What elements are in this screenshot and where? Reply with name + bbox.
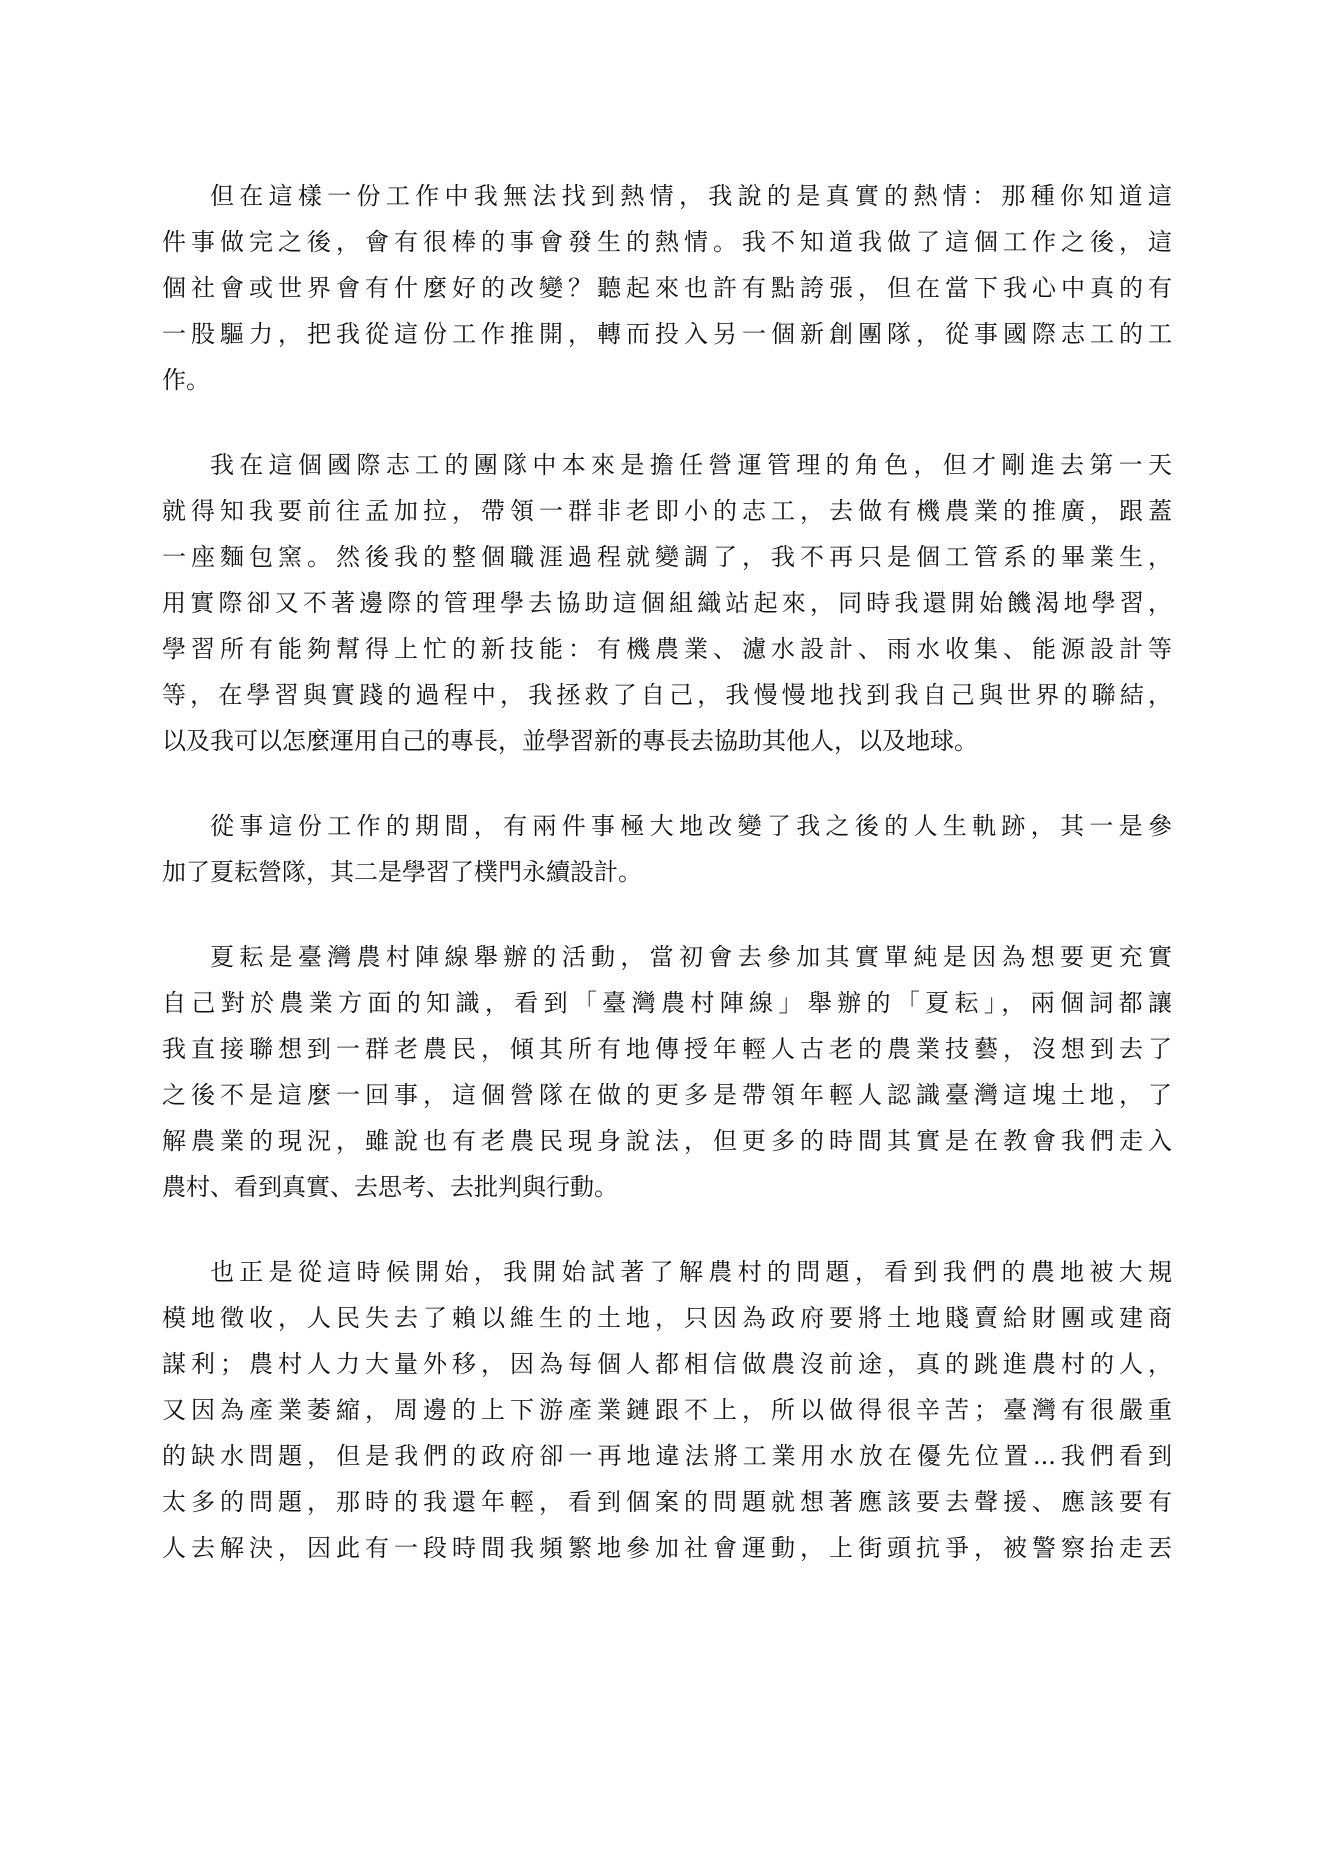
text-line: 又因為產業萎縮，周邊的上下游產業鏈跟不上，所以做得很辛苦；臺灣有很嚴重 [162,1396,1172,1424]
text-line: 人去解決，因此有一段時間我頻繁地參加社會運動，上街頭抗爭，被警察抬走丟 [162,1534,1172,1562]
text-line: 等，在學習與實踐的過程中，我拯救了自己，我慢慢地找到我自己與世界的聯結， [162,681,1172,709]
text-line: 夏耘是臺灣農村陣線舉辦的活動，當初會去參加其實單純是因為想要更充實 [210,943,1172,971]
paragraph-3 [162,803,1172,895]
text-line: 個社會或世界會有什麼好的改變？聽起來也許有點誇張，但在當下我心中真的有 [162,274,1172,302]
text-line: 加了夏耘營隊，其二是學習了樸門永續設計。 [162,858,642,886]
text-line: 用實際卻又不著邊際的管理學去協助這個組織站起來，同時我還開始饑渴地學習， [162,589,1172,617]
text-line: 自己對於農業方面的知識，看到「臺灣農村陣線」舉辦的「夏耘」，兩個詞都讓 [162,989,1172,1017]
body-text [162,173,1172,1610]
text-line: 作。 [162,366,210,394]
text-line: 模地徵收，人民失去了賴以維生的土地，只因為政府要將土地賤賣給財團或建商 [162,1304,1172,1332]
paragraph-2 [162,442,1172,764]
text-line: 一股驅力，把我從這份工作推開，轉而投入另一個新創團隊，從事國際志工的工 [162,320,1172,348]
text-line: 以及我可以怎麼運用自己的專長，並學習新的專長去協助其他人，以及地球。 [162,727,978,755]
text-line: 謀利；農村人力大量外移，因為每個人都相信做農沒前途，真的跳進農村的人， [162,1350,1172,1378]
text-line: 我在這個國際志工的團隊中本來是擔任營運管理的角色，但才剛進去第一天 [210,451,1172,479]
text-line: 學習所有能夠幫得上忙的新技能：有機農業、濾水設計、雨水收集、能源設計等 [162,635,1172,663]
text-line: 從事這份工作的期間，有兩件事極大地改變了我之後的人生軌跡，其一是參 [210,812,1172,840]
text-line: 農村、看到真實、去思考、去批判與行動。 [162,1173,618,1201]
paragraph-5 [162,1249,1172,1571]
text-line: 也正是從這時候開始，我開始試著了解農村的問題，看到我們的農地被大規 [210,1258,1172,1286]
text-line: 我直接聯想到一群老農民，傾其所有地傳授年輕人古老的農業技藝，沒想到去了 [162,1035,1172,1063]
text-line: 解農業的現況，雖說也有老農民現身說法，但更多的時間其實是在教會我們走入 [162,1127,1172,1155]
text-line: 就得知我要前往孟加拉，帶領一群非老即小的志工，去做有機農業的推廣，跟蓋 [162,497,1172,525]
text-line: 的缺水問題，但是我們的政府卻一再地違法將工業用水放在優先位置...我們看到 [162,1442,1172,1470]
paragraph-1 [162,173,1172,403]
text-line: 件事做完之後，會有很棒的事會發生的熱情。我不知道我做了這個工作之後，這 [162,228,1172,256]
text-line: 但在這樣一份工作中我無法找到熱情，我說的是真實的熱情：那種你知道這 [210,182,1172,210]
text-line: 一座麵包窯。然後我的整個職涯過程就變調了，我不再只是個工管系的畢業生， [162,543,1172,571]
paragraph-4 [162,934,1172,1210]
text-line: 太多的問題，那時的我還年輕，看到個案的問題就想著應該要去聲援、應該要有 [162,1488,1172,1516]
text-line: 之後不是這麼一回事，這個營隊在做的更多是帶領年輕人認識臺灣這塊土地，了 [162,1081,1172,1109]
